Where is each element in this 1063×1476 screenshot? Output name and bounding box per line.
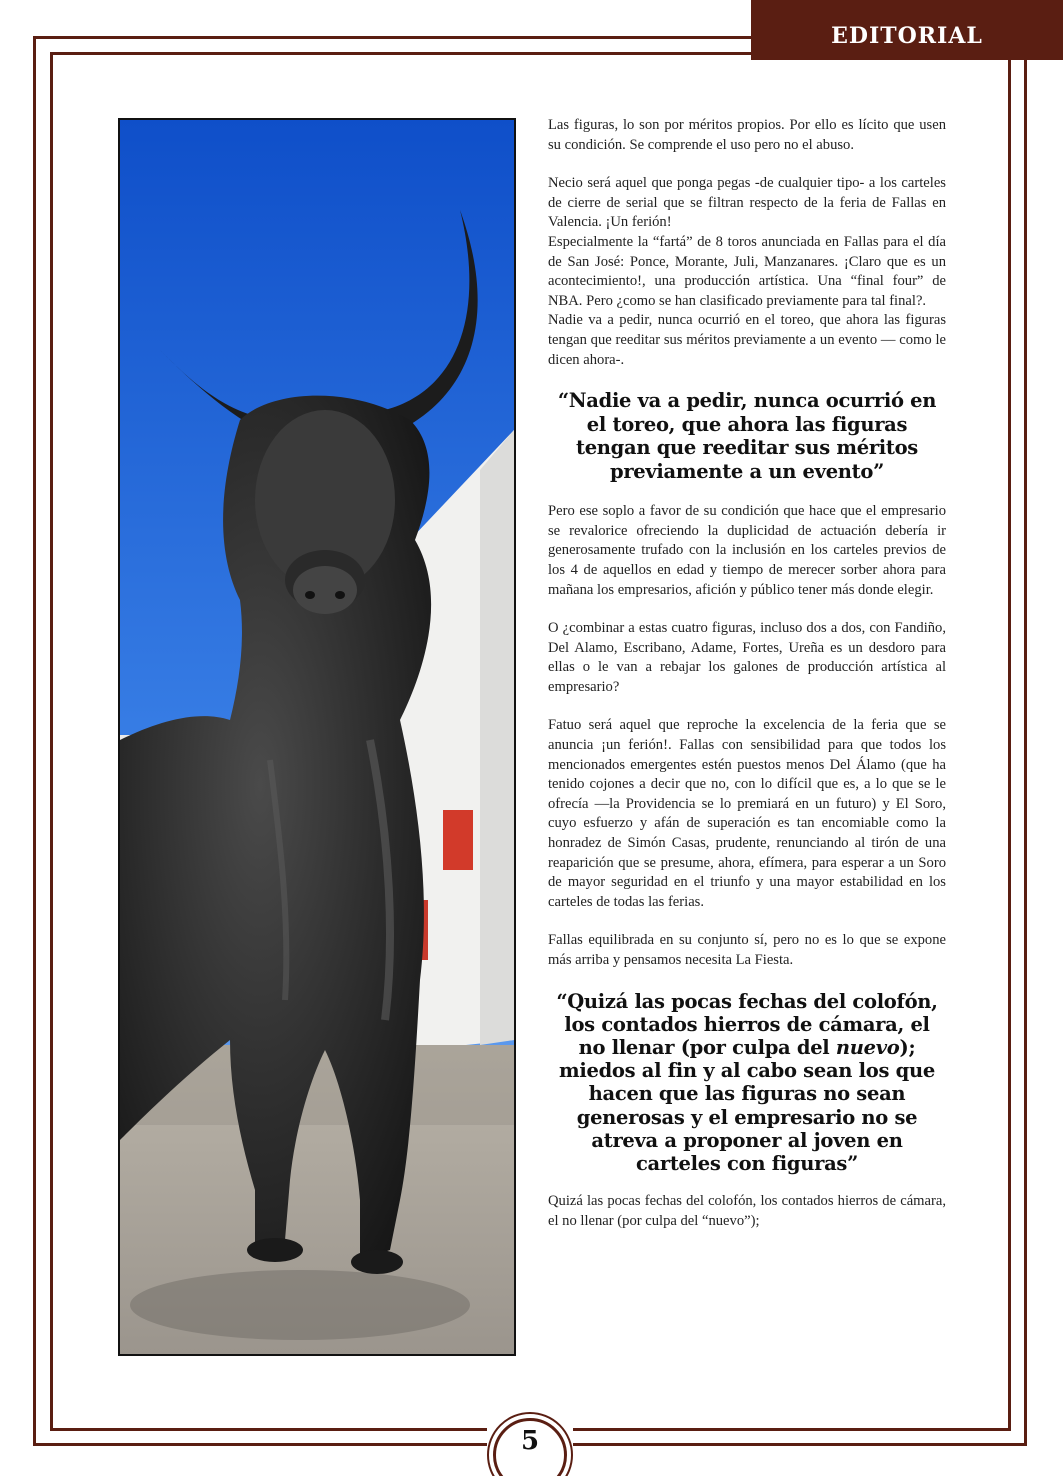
paragraph: Fallas equilibrada en su conjunto sí, pero no es lo que se expone más arriba y pensamos necesita La Fiesta. [548,932,946,968]
paragraph: Quizá las pocas fechas del colofón, los contados hierros de cámara, el no llenar (por culpa del “nuevo”); [548,1193,946,1229]
bull-statue-photo [118,118,516,1356]
paragraph: Especialmente la “fartá” de 8 toros anunciada en Fallas para el día de San José: Ponce, Morante, Juli, Manzanares. ¡Claro que es un acontecimiento!, una producción artística. Una “final four” de NBA. Pero ¿como se han clasificado previamente para tal final?. [548,233,946,309]
paragraph: Pero ese soplo a favor de su condición que hace que el empresario se revalorice ofreciendo la duplicidad de actuación debería ir generosamente trufado con la inclusión en los carteles previos de los 4 de aquellos en edad y tiempo de merecer sorber ahora para mañana los empresarios, afición y público tener más donde elegir. [548,503,946,598]
paragraph: Necio será aquel que ponga pegas -de cualquier tipo- a los carteles de cierre de serial que se filtran respecto de la feria de Fallas en Valencia. ¡Un ferión! [548,175,946,231]
paragraph: O ¿combinar a estas cuatro figuras, incluso dos a dos, con Fandiño, Del Alamo, Escribano, Adame, Fortes, Ureña es un desdoro para ellas o le van a rebajar los galones de producción artística al empresario? [548,620,946,695]
page-number: 5 [520,1426,540,1456]
pull-quote-text: ); miedos al fin y al cabo sean los que hacen que las figuras no sean generosas y el empresario no se atreva a proponer al joven en carteles con figuras” [559,1036,935,1176]
paragraph: Fatuo será aquel que reproche la excelencia de la feria que se anuncia ¡un ferión!. Fallas con sensibilidad para que todos los mencionados emergentes estén puestos menos Del Álamo (que ha tenido cojones a decir que no, con lo difícil que es, a lo que se le ofrecía —la Providencia se lo premiará en un futuro) y El Soro, cuyo esfuerzo y afán de superación es tan encomiable como la honradez de Simón Casas, prudente, renunciando al tirón de una reaparición que se presume, ahora, efímera, para esperar a un Soro de mayor seguridad en el triunfo y una mayor estabilidad en los carteles de todas las ferias. [548,717,946,910]
paragraph: Las figuras, lo son por méritos propios. Por ello es lícito que usen su condición. Se comprende el uso pero no el abuso. [548,117,946,153]
pull-quote-text: “Quizá las pocas fechas del colofón, los contados hierros de cámara, el no llenar (por culpa del [556,989,938,1059]
page-number-badge [487,1412,573,1476]
bull-statue-image [120,120,514,1354]
pull-quote-emphasis: nuevo [835,1036,900,1059]
paragraph: Nadie va a pedir, nunca ocurrió en el toreo, que ahora las figuras tengan que reeditar sus méritos previamente a un evento — como le dicen ahora-. [548,312,946,368]
section-label: EDITORIAL [751,0,1063,60]
pull-quote: “Nadie va a pedir, nunca ocurrió en el toreo, que ahora las figuras tengan que reeditar sus méritos previamente a un evento” [557,389,937,483]
pull-quote [548,990,946,1176]
article-body [548,116,946,1250]
